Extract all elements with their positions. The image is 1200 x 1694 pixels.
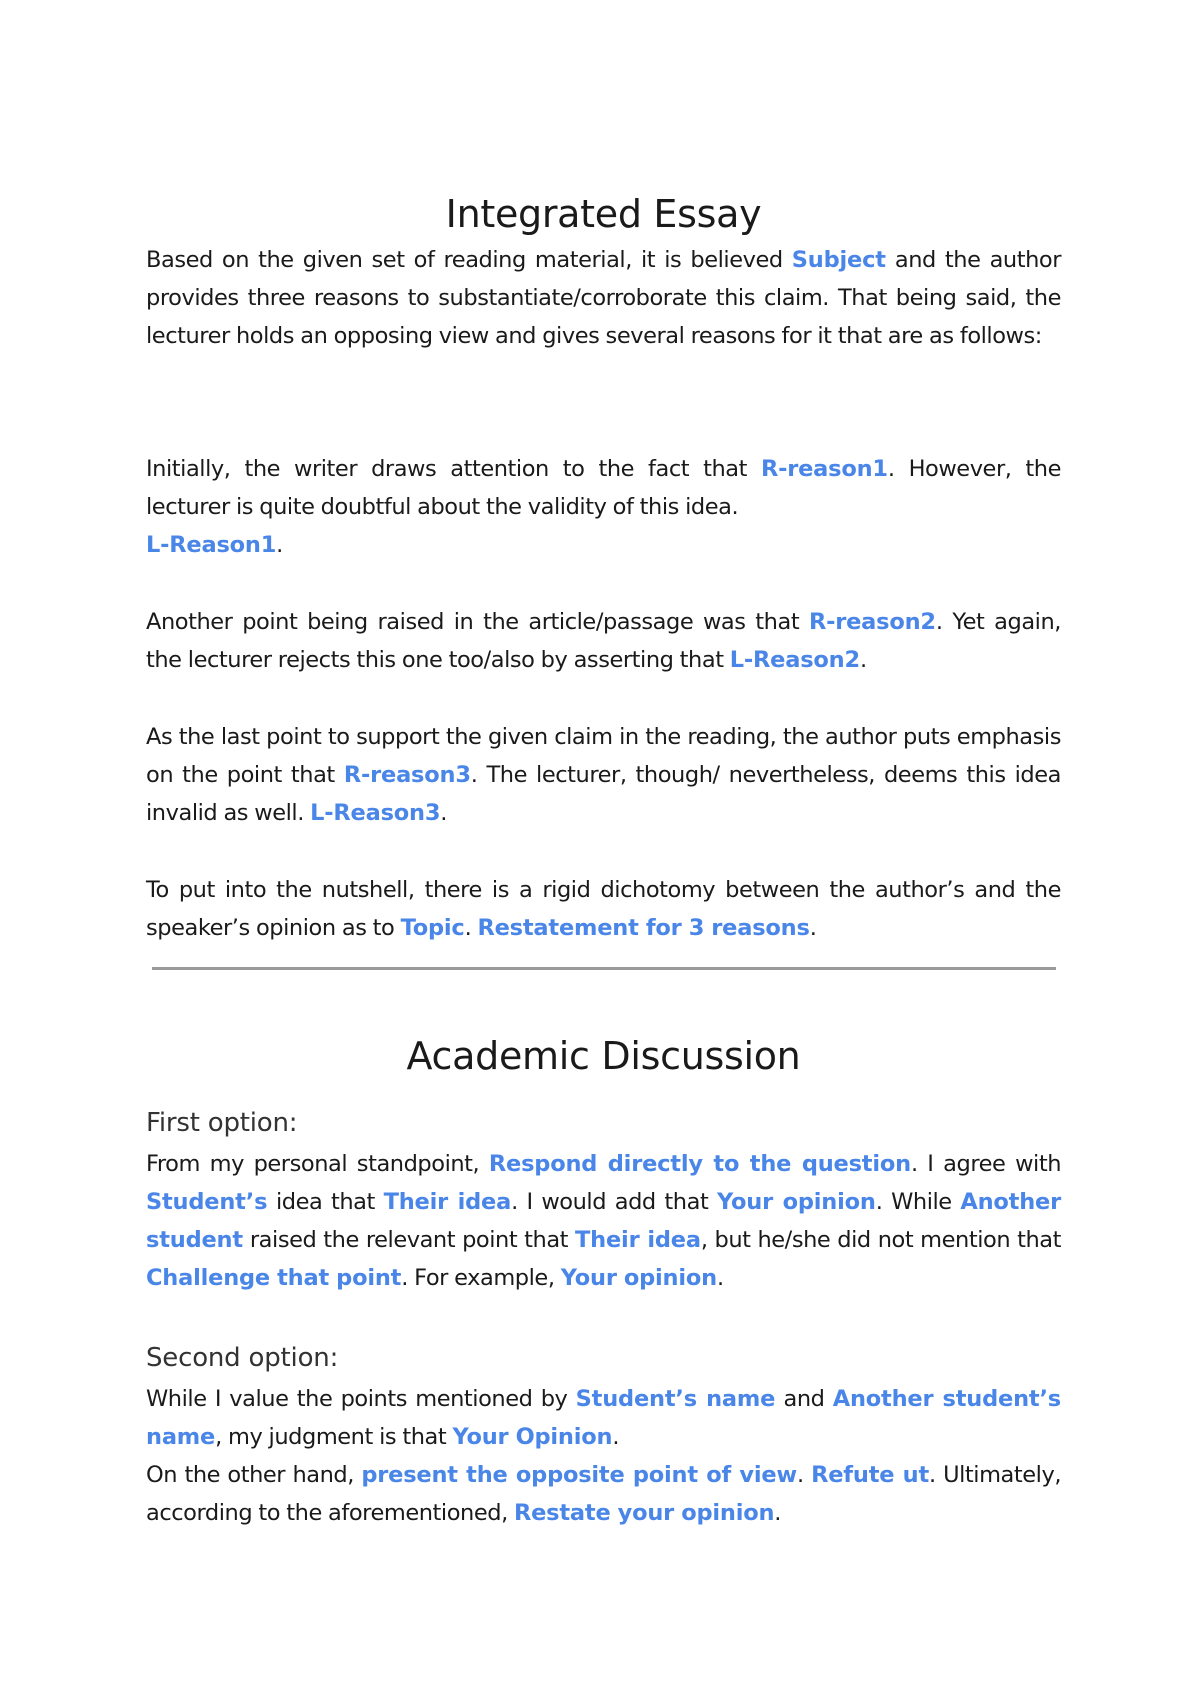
second-option-paragraph [146, 1380, 1061, 1532]
text-run: . [464, 915, 478, 941]
first-option-paragraph [146, 1145, 1061, 1297]
placeholder-your-opinion: Your opinion [717, 1189, 876, 1215]
placeholder-their-idea: Their idea [383, 1189, 512, 1215]
placeholder-l-reason3: L-Reason3 [310, 800, 441, 826]
text-run: . [797, 1462, 812, 1488]
placeholder-l-reason2: L-Reason2 [729, 647, 860, 673]
text-run: . [276, 532, 283, 558]
placeholder-respond: Respond directly to the question [488, 1151, 911, 1177]
placeholder-subject: Subject [791, 247, 886, 273]
text-run: . [774, 1500, 781, 1526]
text-run: . [716, 1265, 724, 1291]
integrated-intro-paragraph [146, 241, 1061, 355]
text-run: As the last point to support the given claim in the reading, the author puts emphasis on the point that [146, 724, 1061, 788]
text-run: and the author provides three reasons to substantiate/corroborate this claim. That being said, the lecturer holds an opposing view and gives several reasons for it that are as follows: [146, 247, 1062, 349]
placeholder-restate-opinion: Restate your opinion [513, 1500, 775, 1526]
text-run: . For example, [401, 1265, 561, 1291]
first-option-heading: First option: [146, 1108, 298, 1138]
text-run: . Yet again, the lecturer rejects this one too/also by asserting that [146, 609, 1061, 673]
text-run: . I agree with [910, 1151, 1061, 1177]
placeholder-your-opinion: Your opinion [560, 1265, 717, 1291]
text-run: . [440, 800, 447, 826]
placeholder-their-idea: Their idea [575, 1227, 701, 1253]
text-run: Initially, the writer draws attention to the fact that [146, 456, 761, 482]
text-run: From my personal standpoint, [146, 1151, 489, 1177]
integrated-reason3-paragraph [146, 718, 1061, 832]
placeholder-another-student: Another student [146, 1189, 1061, 1253]
integrated-conclusion-paragraph [146, 871, 1061, 947]
text-run: idea that [267, 1189, 384, 1215]
text-run: , but he/she did not mention that [700, 1227, 1061, 1253]
academic-discussion-title: Academic Discussion [406, 1034, 801, 1078]
text-run: . I would add that [511, 1189, 717, 1215]
text-run: . Ultimately, according to the aforementioned, [146, 1462, 1062, 1526]
text-run: . While [875, 1189, 961, 1215]
text-run: To put into the nutshell, there is a rigid dichotomy between the author’s and the speaker’s opinion as to [146, 877, 1061, 941]
integrated-reason2-paragraph [146, 603, 1061, 679]
placeholder-student: Student’s [146, 1189, 268, 1215]
text-run: . [809, 915, 817, 941]
text-run: . [612, 1424, 620, 1450]
text-run: and [775, 1386, 833, 1412]
second-option-heading: Second option: [146, 1343, 339, 1373]
text-run: . The lecturer, though/ nevertheless, deems this idea invalid as well. [146, 762, 1061, 826]
text-run: Another point being raised in the article/passage was that [146, 609, 809, 635]
text-run: . [859, 647, 867, 673]
placeholder-r-reason1: R-reason1 [760, 456, 888, 482]
text-run: . However, the lecturer is quite doubtful about the validity of this idea. [146, 456, 1061, 520]
placeholder-topic: Topic [400, 915, 465, 941]
text-run: Based on the given set of reading material, it is believed [146, 247, 792, 273]
placeholder-opposite-view: present the opposite point of view [361, 1462, 798, 1488]
placeholder-refute: Refute ut [811, 1462, 930, 1488]
text-run: While I value the points mentioned by [146, 1386, 576, 1412]
placeholder-r-reason3: R-reason3 [343, 762, 471, 788]
placeholder-challenge: Challenge that point [146, 1265, 402, 1291]
placeholder-student-name: Student’s name [575, 1386, 776, 1412]
text-run: raised the relevant point that [242, 1227, 576, 1253]
placeholder-l-reason1: L-Reason1 [146, 532, 277, 558]
placeholder-r-reason2: R-reason2 [808, 609, 936, 635]
integrated-reason1-paragraph [146, 450, 1061, 564]
placeholder-restatement: Restatement for 3 reasons [477, 915, 810, 941]
placeholder-another-student-name: Another student’s name [146, 1386, 1061, 1450]
text-run: On the other hand, [146, 1462, 362, 1488]
integrated-essay-title: Integrated Essay [445, 192, 762, 236]
placeholder-your-opinion: Your Opinion [452, 1424, 613, 1450]
text-run: , my judgment is that [215, 1424, 453, 1450]
section-divider [152, 967, 1056, 970]
